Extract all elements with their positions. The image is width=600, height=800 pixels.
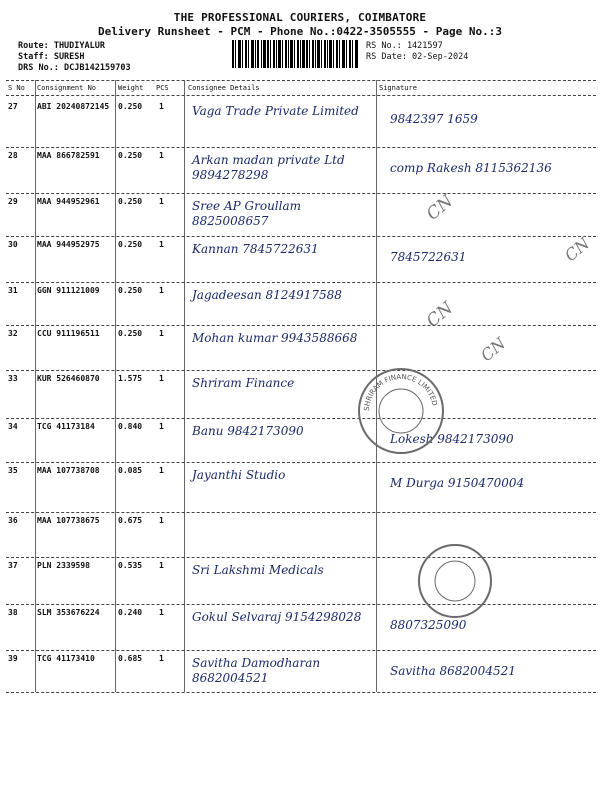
- runsheet-subtitle: Delivery Runsheet - PCM - Phone No.:0422-3505555 - Page No.:3: [98, 25, 502, 38]
- drs-label: DRS No.: DCJB142159703: [18, 63, 131, 73]
- row-weight: 0.250: [118, 197, 143, 206]
- row-sno: 33: [8, 374, 18, 383]
- row-weight: 0.250: [118, 240, 143, 249]
- row-pcs: 1: [159, 151, 164, 160]
- row-divider: [6, 370, 596, 371]
- row-sno: 36: [8, 516, 18, 525]
- row-weight: 0.250: [118, 151, 143, 160]
- row-signature-handwritten: 9842397 1659: [390, 112, 478, 126]
- row-sno: 37: [8, 561, 18, 570]
- row-signature-handwritten: Lokesh 9842173090: [390, 432, 514, 446]
- row-pcs: 1: [159, 286, 164, 295]
- row-consignment: MAA 944952975: [37, 240, 100, 249]
- row-pcs: 1: [159, 422, 164, 431]
- row-consignment: TCG 41173184: [37, 422, 95, 431]
- shriram-stamp-text: SHRIRAM FINANCE LIMITED: [362, 372, 439, 412]
- svg-text:SHRIRAM FINANCE LIMITED: [363, 373, 439, 411]
- row-weight: 0.675: [118, 516, 143, 525]
- row-signature-handwritten: Savitha 8682004521: [390, 664, 516, 678]
- row-signature-handwritten: 8807325090: [390, 618, 467, 632]
- col-divider: [115, 80, 116, 692]
- col-sno: S No: [8, 84, 25, 92]
- row-consignment: GGN 911121009: [37, 286, 100, 295]
- header-top-rule: [6, 80, 596, 81]
- row-consignment: MAA 107738708: [37, 466, 100, 475]
- row-weight: 1.575: [118, 374, 143, 383]
- row-consignment: MAA 866782591: [37, 151, 100, 160]
- row-divider: [6, 462, 596, 463]
- row-sno: 35: [8, 466, 18, 475]
- row-divider: [6, 236, 596, 237]
- rs-date-label: RS Date: 02-Sep-2024: [366, 52, 469, 62]
- rs-no-label: RS No.: 1421597: [366, 41, 443, 51]
- row-divider: [6, 650, 596, 651]
- row-divider: [6, 604, 596, 605]
- row-consignee-handwritten: Savitha Damodharan 8682004521: [192, 656, 321, 685]
- row-pcs: 1: [159, 102, 164, 111]
- row-consignee-handwritten: Sree AP Groullam 8825008657: [192, 199, 302, 228]
- row-weight: 0.685: [118, 654, 143, 663]
- row-consignee-handwritten: Jayanthi Studio: [192, 468, 286, 482]
- row-divider: [6, 418, 596, 419]
- row-sno: 29: [8, 197, 18, 206]
- row-weight: 0.840: [118, 422, 143, 431]
- meta-right: [366, 41, 468, 63]
- row-consignment: TCG 41173410: [37, 654, 95, 663]
- staff-label: Staff: SURESH: [18, 52, 85, 62]
- row-sno: 32: [8, 329, 18, 338]
- row-weight: 0.250: [118, 102, 143, 111]
- row-consignment: MAA 107738675: [37, 516, 100, 525]
- row-signature-handwritten: comp Rakesh 8115362136: [390, 161, 552, 175]
- row-sno: 28: [8, 151, 18, 160]
- row-weight: 0.085: [118, 466, 143, 475]
- company-title: THE PROFESSIONAL COURIERS, COIMBATORE: [173, 11, 427, 24]
- row-signature-handwritten: M Durga 9150470004: [390, 476, 525, 490]
- row-consignee-handwritten: Kannan 7845722631: [192, 242, 319, 256]
- row-consignment: MAA 944952961: [37, 197, 100, 206]
- row-consignee-handwritten: Banu 9842173090: [192, 424, 304, 438]
- row-weight: 0.535: [118, 561, 143, 570]
- cn-mark: CN: [476, 333, 510, 366]
- row-weight: 0.240: [118, 608, 143, 617]
- row-consignee-handwritten: Shriram Finance: [192, 376, 295, 390]
- row-consignee-handwritten: Jagadeesan 8124917588: [192, 288, 342, 302]
- row-divider: [6, 557, 596, 558]
- row-divider: [6, 325, 596, 326]
- meta-left: [18, 41, 131, 74]
- row-sno: 39: [8, 654, 18, 663]
- row-divider: [6, 282, 596, 283]
- row-divider: [6, 512, 596, 513]
- row-sno: 31: [8, 286, 18, 295]
- row-consignee-handwritten: Gokul Selvaraj 9154298028: [192, 610, 362, 624]
- shriram-stamp: [358, 368, 444, 454]
- row-pcs: 1: [159, 654, 164, 663]
- row-sno: 30: [8, 240, 18, 249]
- row-weight: 0.250: [118, 329, 143, 338]
- row-sno: 34: [8, 422, 18, 431]
- row-divider: [6, 692, 596, 693]
- header-bottom-rule: [6, 95, 596, 96]
- row-pcs: 1: [159, 561, 164, 570]
- col-consignment: Consignment No: [37, 84, 97, 92]
- row-signature-handwritten: 7845722631: [390, 250, 467, 264]
- route-label: Route: THUDIYALUR: [18, 41, 105, 51]
- col-divider: [184, 80, 185, 692]
- table-header: [6, 84, 596, 95]
- cn-mark: CN: [422, 298, 458, 332]
- barcode: [232, 40, 358, 68]
- row-pcs: 1: [159, 197, 164, 206]
- row-consignment: PLN 2339598: [37, 561, 90, 570]
- col-divider: [35, 80, 36, 692]
- row-consignee-handwritten: Sri Lakshmi Medicals: [192, 563, 324, 577]
- row-consignment: ABI 20240872145: [37, 102, 110, 111]
- row-consignee-handwritten: Vaga Trade Private Limited: [192, 104, 359, 118]
- row-consignee-handwritten: Mohan kumar 9943588668: [192, 331, 358, 345]
- cn-mark: CN: [560, 233, 594, 266]
- cn-mark: CN: [422, 191, 458, 225]
- medical-stamp: [418, 544, 492, 618]
- row-pcs: 1: [159, 516, 164, 525]
- col-consignee: Consignee Details: [188, 84, 260, 92]
- row-weight: 0.250: [118, 286, 143, 295]
- col-weight: Weight: [118, 84, 144, 92]
- row-pcs: 1: [159, 466, 164, 475]
- row-consignment: KUR 526460870: [37, 374, 100, 383]
- row-consignment: SLM 353676224: [37, 608, 100, 617]
- col-signature: Signature: [379, 84, 417, 92]
- row-pcs: 1: [159, 608, 164, 617]
- row-consignee-handwritten: Arkan madan private Ltd 9894278298: [192, 153, 345, 182]
- row-consignment: CCU 911196511: [37, 329, 100, 338]
- row-sno: 27: [8, 102, 18, 111]
- col-pcs: PCS: [156, 84, 169, 92]
- row-pcs: 1: [159, 240, 164, 249]
- row-divider: [6, 147, 596, 148]
- row-sno: 38: [8, 608, 18, 617]
- row-pcs: 1: [159, 374, 164, 383]
- row-divider: [6, 193, 596, 194]
- row-pcs: 1: [159, 329, 164, 338]
